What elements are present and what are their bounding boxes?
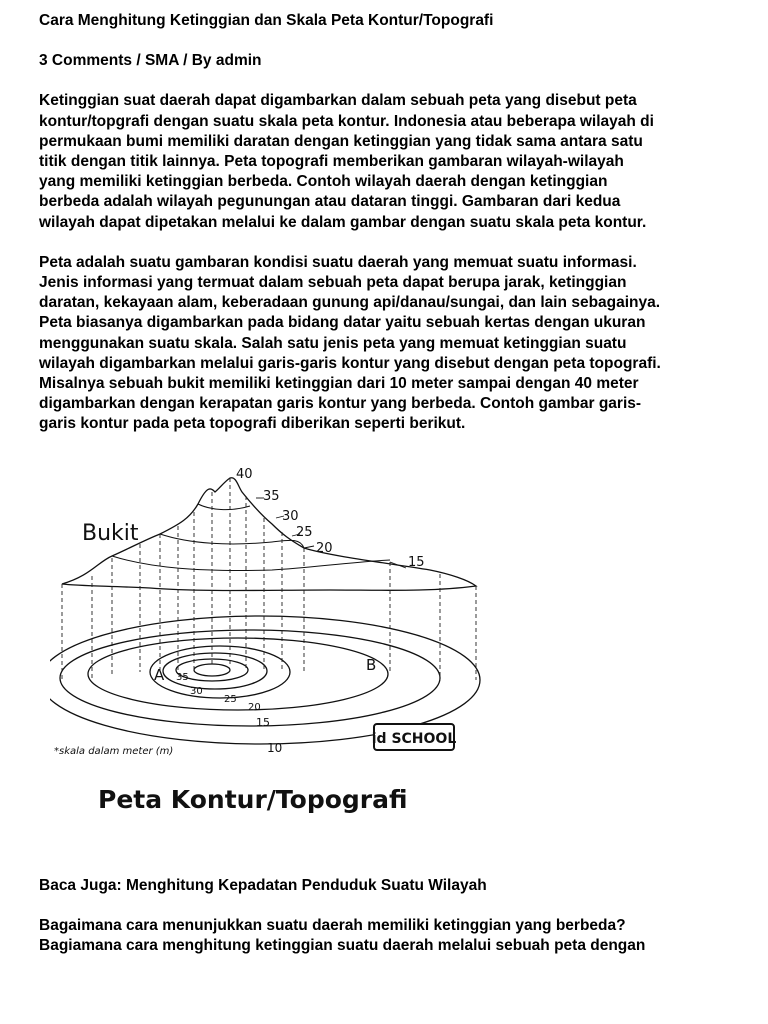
map-label-25: 25 bbox=[224, 694, 237, 705]
profile-label-35: 35 bbox=[263, 489, 280, 504]
paragraph-line: Jenis informasi yang termuat dalam sebuah peta dapat berupa jarak, ketinggian bbox=[39, 274, 627, 292]
paragraph-line: garis kontur pada peta topografi diberikan seperti berikut. bbox=[39, 415, 466, 433]
paragraph-line: berbeda adalah wilayah pegunungan atau dataran tinggi. Gambaran dari kedua bbox=[39, 193, 621, 211]
scale-note: *skala dalam meter (m) bbox=[54, 746, 174, 757]
paragraph-line: titik dengan titik lainnya. Peta topografi memberikan gambaran wilayah-wilayah bbox=[39, 153, 624, 171]
figure-caption: Peta Kontur/Topografi bbox=[98, 785, 408, 814]
paragraph-line: Bagiamana cara menghitung ketinggian suatu daerah melalui sebuah peta dengan bbox=[39, 937, 646, 955]
paragraph-line: Bagaimana cara menunjukkan suatu daerah memiliki ketinggian yang berbeda? bbox=[39, 917, 626, 935]
map-label-15: 15 bbox=[256, 716, 270, 729]
hill-label: Bukit bbox=[82, 521, 139, 546]
map-label-10: 10 bbox=[267, 741, 283, 755]
baca-juga-link[interactable]: Baca Juga: Menghitung Kepadatan Penduduk Suatu Wilayah bbox=[39, 877, 487, 894]
profile-label-15: 15 bbox=[408, 555, 425, 570]
paragraph-line: daratan, kekayaan alam, keberadaan gunung api/danau/sungai, dan lain sebagainya. bbox=[39, 294, 661, 312]
paragraph-line: digambarkan dengan kerapatan garis kontur yang berbeda. Contoh gambar garis- bbox=[39, 395, 642, 413]
contour-map-figure bbox=[50, 458, 490, 830]
profile-label-40: 40 bbox=[236, 467, 253, 482]
paragraph-1 bbox=[39, 91, 729, 232]
point-a-label: A bbox=[154, 666, 165, 684]
paragraph-line: wilayah digambarkan melalui garis-garis kontur yang disebut dengan peta topografi. bbox=[39, 354, 661, 372]
article bbox=[39, 11, 729, 455]
page-title: Cara Menghitung Ketinggian dan Skala Peta Kontur/Topografi bbox=[39, 12, 494, 29]
contour-40 bbox=[194, 664, 230, 676]
paragraph-3 bbox=[39, 916, 729, 956]
idschool-logo bbox=[372, 724, 457, 750]
map-label-30: 30 bbox=[190, 686, 203, 697]
paragraph-line: kontur/topgrafi dengan suatu skala peta kontur. Indonesia atau beberapa wilayah di bbox=[39, 112, 654, 130]
contour-25 bbox=[150, 646, 290, 698]
post-meta[interactable]: 3 Comments / SMA / By admin bbox=[39, 52, 262, 70]
map-label-35: 35 bbox=[176, 672, 189, 683]
paragraph-line: permukaan bumi memiliki daratan dengan ketinggian yang tidak sama antara satu bbox=[39, 132, 643, 150]
paragraph-line: Ketinggian suat daerah dapat digambarkan dalam sebuah peta yang disebut peta bbox=[39, 92, 637, 110]
point-b-label: B bbox=[366, 656, 377, 674]
profile-label-30: 30 bbox=[282, 509, 299, 524]
paragraph-line: Peta biasanya digambarkan pada bidang datar yaitu sebuah kertas dengan ukuran bbox=[39, 314, 646, 332]
article-continued bbox=[39, 876, 729, 977]
paragraph-line: yang memiliki ketinggian berbeda. Contoh wilayah daerah dengan ketinggian bbox=[39, 173, 608, 191]
svg-text:id SCHOOL: id SCHOOL bbox=[371, 731, 457, 747]
paragraph-line: wilayah dapat dipetakan melalui ke dalam gambar dengan suatu skala peta kontur. bbox=[39, 213, 647, 231]
paragraph-line: Peta adalah suatu gambaran kondisi suatu daerah yang memuat suatu informasi. bbox=[39, 253, 637, 271]
paragraph-2 bbox=[39, 253, 729, 435]
contour-20 bbox=[88, 638, 388, 710]
profile-label-20: 20 bbox=[316, 541, 333, 556]
paragraph-line: menggunakan suatu skala. Salah satu jenis peta yang memuat ketinggian suatu bbox=[39, 334, 627, 352]
map-label-20: 20 bbox=[248, 702, 261, 713]
profile-label-25: 25 bbox=[296, 525, 313, 540]
paragraph-line: Misalnya sebuah bukit memiliki ketinggian dari 10 meter sampai dengan 40 meter bbox=[39, 375, 639, 393]
